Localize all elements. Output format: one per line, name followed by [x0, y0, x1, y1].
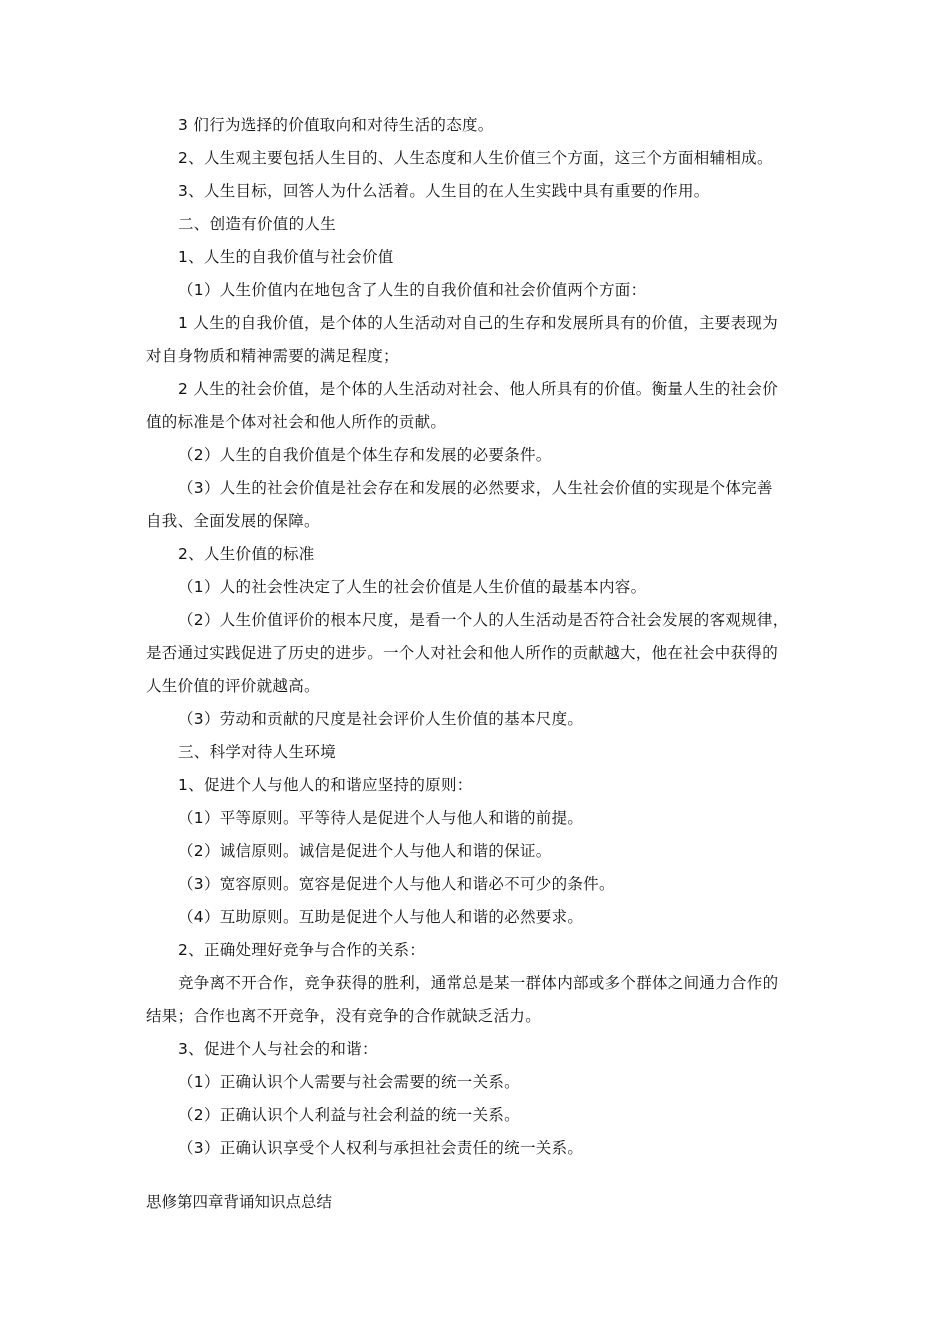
text-line: 2 人生的社会价值，是个体的人生活动对社会、他人所具有的价值。衡量人生的社会价: [178, 380, 778, 398]
text-line: 是否通过实践促进了历史的进步。一个人对社会和他人所作的贡献越大，他在社会中获得的: [146, 644, 779, 662]
text-line: （2）人生价值评价的根本尺度，是看一个人的人生活动是否符合社会发展的客观规律，: [178, 611, 789, 629]
text-line: （2）正确认识个人利益与社会利益的统一关系。: [178, 1106, 520, 1124]
text-line: （2）人生的自我价值是个体生存和发展的必要条件。: [178, 446, 552, 464]
subsection-heading: 2、人生价值的标准: [178, 545, 315, 563]
subsection-heading: 2、正确处理好竞争与合作的关系：: [178, 941, 426, 959]
subsection-heading: 3、促进个人与社会的和谐：: [178, 1040, 378, 1058]
text-line: 3、人生目标，回答人为什么活着。人生目的在人生实践中具有重要的作用。: [178, 182, 710, 200]
text-line: 结果；合作也离不开竞争，没有竞争的合作就缺乏活力。: [146, 1007, 542, 1025]
section-heading: 二、创造有价值的人生: [178, 215, 337, 233]
text-line: 值的标准是个体对社会和他人所作的贡献。: [146, 413, 447, 431]
subsection-heading: 1、促进个人与他人的和谐应坚持的原则：: [178, 776, 473, 794]
subsection-heading: 1、人生的自我价值与社会价值: [178, 248, 394, 266]
text-line: 竞争离不开合作，竞争获得的胜利，通常总是某一群体内部或多个群体之间通力合作的: [178, 974, 779, 992]
text-line: （2）诚信原则。诚信是促进个人与他人和谐的保证。: [178, 842, 552, 860]
text-line: （1）平等原则。平等待人是促进个人与他人和谐的前提。: [178, 809, 584, 827]
text-line: （1）正确认识个人需要与社会需要的统一关系。: [178, 1073, 520, 1091]
text-line: （3）劳动和贡献的尺度是社会评价人生价值的基本尺度。: [178, 710, 584, 728]
text-line: （1）人的社会性决定了人生的社会价值是人生价值的最基本内容。: [178, 578, 647, 596]
text-line: 对自身物质和精神需要的满足程度；: [146, 347, 399, 365]
text-line: （4）互助原则。互助是促进个人与他人和谐的必然要求。: [178, 908, 584, 926]
text-line: 3 们行为选择的价值取向和对待生活的态度。: [178, 116, 494, 134]
text-line: （3）宽容原则。宽容是促进个人与他人和谐必不可少的条件。: [178, 875, 615, 893]
text-line: 人生价值的评价就越高。: [146, 677, 320, 695]
text-line: 自我、全面发展的保障。: [146, 512, 320, 530]
text-line: 2、人生观主要包括人生目的、人生态度和人生价值三个方面，这三个方面相辅相成。: [178, 149, 773, 167]
document-footer-title: 思修第四章背诵知识点总结: [146, 1193, 333, 1211]
section-heading: 三、科学对待人生环境: [178, 743, 337, 761]
text-line: （3）正确认识享受个人权利与承担社会责任的统一关系。: [178, 1139, 584, 1157]
text-line: （3）人生的社会价值是社会存在和发展的必然要求，人生社会价值的实现是个体完善: [178, 479, 773, 497]
text-line: （1）人生价值内在地包含了人生的自我价值和社会价值两个方面：: [178, 281, 647, 299]
text-line: 1 人生的自我价值，是个体的人生活动对自己的生存和发展所具有的价值，主要表现为: [178, 314, 778, 332]
